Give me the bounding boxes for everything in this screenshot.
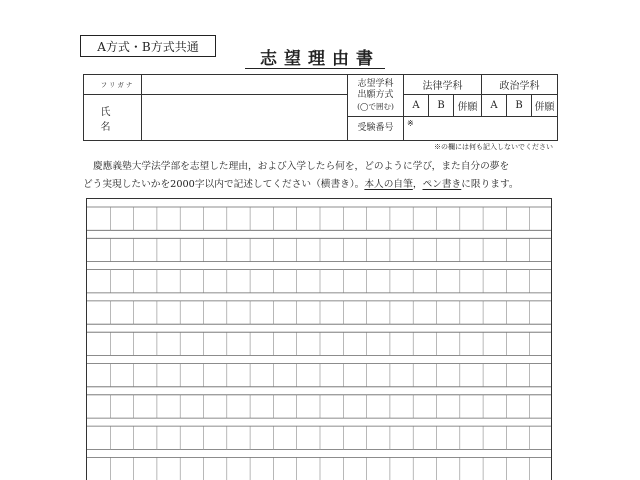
instructions-line-1: 慶應義塾大学法学部を志望した理由，および入学したら何を，どのように学び，また自分の夢を: [93, 161, 510, 172]
department-method-label: [348, 75, 404, 117]
instructions-line-2d: に限ります。: [461, 179, 519, 190]
politics-dept-header: 政治学科: [482, 75, 558, 95]
method-label-box: A方式・B方式共通: [80, 35, 216, 57]
law-dept-header: 法律学科: [404, 75, 482, 95]
politics-option-b[interactable]: B: [507, 95, 532, 117]
writing-grid[interactable]: [86, 198, 552, 480]
exam-number-label: 受験番号: [348, 117, 404, 141]
instructions-line-2a: どう実現したいかを2000字以内で記述してください（横書き）。: [83, 179, 365, 190]
applicant-info-table: [83, 74, 558, 141]
name-label: 氏 名: [84, 95, 142, 141]
document-title: 志望理由書: [260, 49, 380, 69]
law-option-combined[interactable]: 併願: [454, 95, 482, 117]
exam-number-field: ※: [404, 117, 558, 141]
law-option-b[interactable]: B: [429, 95, 454, 117]
method-label: 出願方式: [357, 90, 394, 100]
instructions-separator: ，: [412, 179, 423, 190]
department-label: 志望学科: [357, 79, 394, 89]
furigana-label: フリガナ: [84, 75, 142, 95]
instructions-line-2: [83, 176, 558, 194]
notice-text: ※の欄には何も記入しないでください: [434, 143, 553, 151]
furigana-field[interactable]: [142, 75, 348, 95]
politics-option-combined[interactable]: 併願: [532, 95, 558, 117]
law-option-a[interactable]: A: [404, 95, 429, 117]
method-hint: (◯で囲む): [357, 102, 394, 111]
pen-writing-note: ペン書き: [422, 179, 462, 190]
title-underline: [245, 68, 385, 69]
writing-grid-lines: [87, 199, 552, 480]
own-handwriting-note: 本人の自筆: [364, 179, 413, 190]
name-field[interactable]: [142, 95, 348, 141]
politics-option-a[interactable]: A: [482, 95, 507, 117]
instructions: [83, 158, 558, 194]
